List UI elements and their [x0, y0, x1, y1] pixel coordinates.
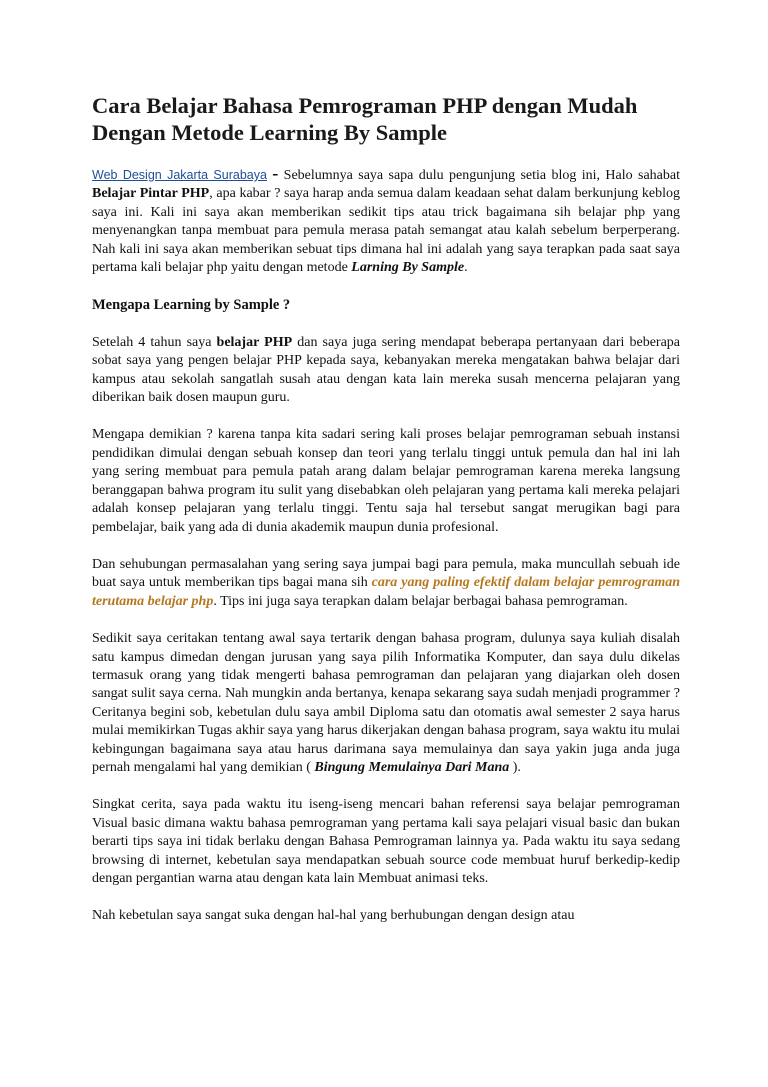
intro-bold-blog-name: Belajar Pintar PHP [92, 186, 210, 202]
paragraph-3: Mengapa demikian ? karena tanpa kita sadari sering kali proses belajar pemrograman sebuah instansi pendidikan dimulai dengan sebuah konsep dan teori yang terlalu tinggi untuk pemula dan hal ini lah yang sering membuat para pemula patah arang dalam belajar pemrograman karena mereka langsung beranggapan bahwa program itu sulit yang disebabkan oleh pelajaran yang pertama kali mereka pelajari adalah konsep pelajaran yang terlalu tinggi. Tentu saja hal tersebut sangat merugikan bagi para pembelajar, baik yang ada di dunia akademik maupun dunia profesional. [92, 427, 680, 535]
p4-text-1: Dan sehubungan permasalahan yang sering saya jumpai bagi para pemula, maka muncullah sebuah ide buat saya untuk memberikan tips bagai mana sih [92, 556, 680, 591]
p2-bold-belajar-php: belajar PHP [216, 334, 293, 350]
section-heading: Mengapa Learning by Sample ? [92, 297, 291, 314]
intro-text-3: . [464, 260, 468, 276]
paragraph-4 [92, 556, 680, 611]
web-design-link[interactable]: Web Design Jakarta Surabaya [92, 168, 267, 182]
intro-paragraph [92, 163, 680, 277]
p2-text-2: dan saya juga sering mendapat beberapa pertanyaan dari beberapa sobat saya yang pengen belajar PHP kepada saya, kebanyakan mereka mengatakan bahwa belajar dari kampus atau sekolah sangatlah susah atau dengan kata lain mereka susah mencerna pelajaran yang diberikan baik dosen maupun guru. [92, 334, 680, 406]
paragraph-6: Singkat cerita, saya pada waktu itu iseng-iseng mencari bahan referensi saya belajar pemrograman Visual basic dimana waktu bahasa pemrograman yang pertama kali saya pelajari visual basic dan bukan berarti tips saya ini tidak berlaku dengan Bahasa Pemrograman lainnya ya. Pada waktu itu saya sedang browsing di internet, kebetulan saya mendapatkan sebuah source code membuat huruf berkedip-kedip dengan pergantian warna atau dengan kata lain Membuat animasi teks. [92, 797, 680, 886]
p5-text-2: ). [509, 759, 521, 775]
p5-text-1: Sedikit saya ceritakan tentang awal saya tertarik dengan bahasa program, dulunya saya kuliah disalah satu kampus dimedan dengan jurusan yang saya pilih Informatika Komputer, dan saya dulu dikelas termasuk orang yang tidak mengerti bahasa pemrograman dan pelajaran yang diajarkan oleh dosen sangat sulit saya cerna. Nah mungkin anda bertanya, kenapa sekarang saya sudah menjadi programmer ? Ceritanya begini sob, kebetulan dulu saya ambil Diploma satu dan otomatis awal semester 2 saya harus mulai memikirkan Tugas akhir saya yang harus dikerjakan dengan bahasa program, saya waktu itu mulai kebingungan bagaimana saya atau harus darimana saya memulainya dan saya yakin juga anda juga pernah mengalami hal yang demikian ( [92, 631, 680, 775]
paragraph-5 [92, 630, 680, 777]
paragraph-2 [92, 334, 680, 408]
p2-text-1: Setelah 4 tahun saya [92, 334, 217, 350]
efektif-belajar-link[interactable]: cara yang paling efektif dalam belajar pemrograman terutama belajar php [92, 575, 680, 609]
intro-text-1: Sebelumnya saya sapa dulu pengunjung setia blog ini, Halo sahabat [278, 168, 680, 183]
paragraph-7: Nah kebetulan saya sangat suka dengan hal-hal yang berhubungan dengan design atau [92, 908, 575, 924]
intro-text-2: , apa kabar ? saya harap anda semua dalam keadaan sehat dalam berkunjung keblog saya ini. Kali ini saya akan memberikan sedikit tips atau trick bagaimana sih belajar php yang menyenangkan tanpa membuat para pemula merasa patah semangat atau kalah sebelum berperperang. Nah kali ini saya akan memberikan sebuat tips dimana hal ini adalah yang saya terapkan pada saat saya pertama kali belajar php yaitu dengan metode [92, 186, 680, 276]
document-title: Cara Belajar Bahasa Pemrograman PHP dengan Mudah Dengan Metode Learning By Sample [92, 93, 638, 145]
p4-text-2: . Tips ini juga saya terapkan dalam belajar berbagai bahasa pemrograman. [213, 593, 628, 609]
p5-bold-italic: Bingung Memulainya Dari Mana [314, 759, 510, 775]
intro-method-name: Larning By Sample [351, 260, 465, 276]
intro-dash: - [272, 163, 279, 183]
